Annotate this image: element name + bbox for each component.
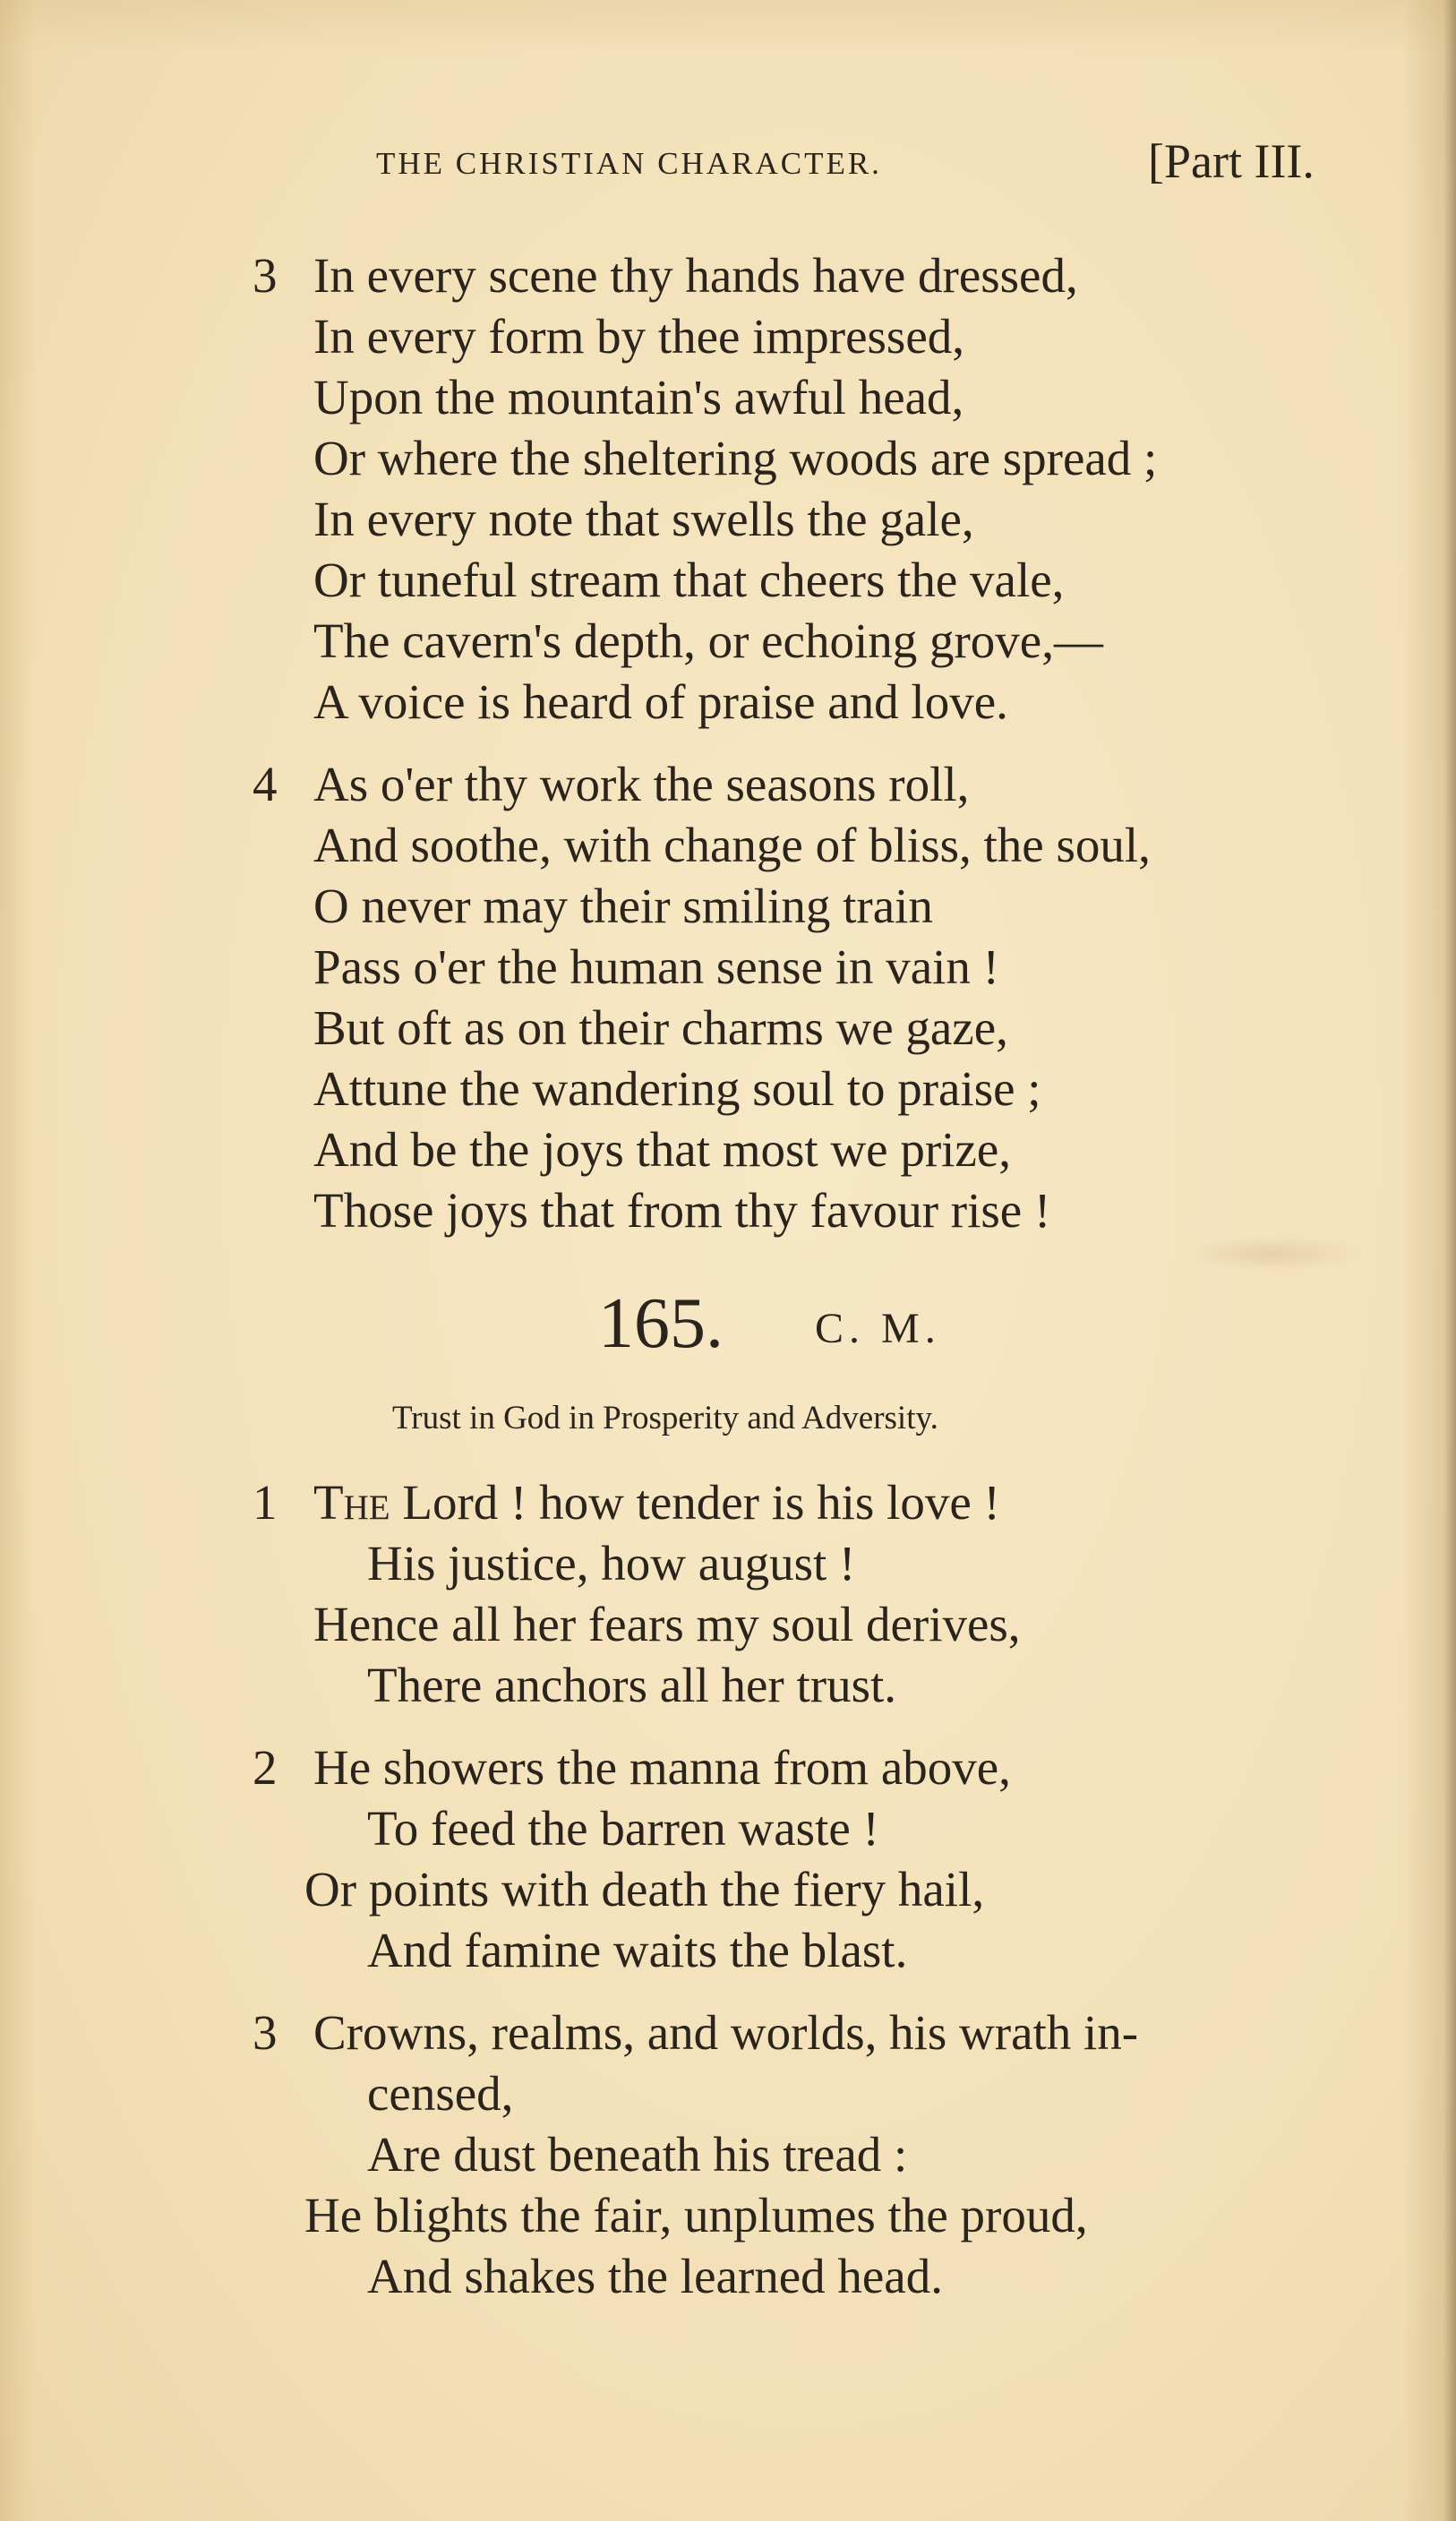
hymn-number: 165. [598, 1284, 724, 1363]
verse-line: Attune the wandering soul to praise ; [313, 1061, 1041, 1116]
verse-line: As o'er thy work the seasons roll, [313, 757, 970, 811]
verse-line: Those joys that from thy favour rise ! [313, 1183, 1051, 1238]
verse-line: And be the joys that most we prize, [313, 1122, 1011, 1177]
verse-line: Upon the mountain's awful head, [313, 370, 964, 424]
verse-line: Or where the sheltering woods are spread ; [313, 431, 1158, 485]
page-header [0, 134, 1456, 202]
hymn-meter: C. M. [815, 1305, 941, 1352]
verse-line: But oft as on their charms we gaze, [313, 1000, 1008, 1055]
verse-line: Pass o'er the human sense in vain ! [313, 939, 999, 994]
verse-line: Or points with death the fiery hail, [304, 1862, 985, 1916]
verse-line: Hence all her fears my soul derives, [313, 1597, 1021, 1651]
stanza-number: 3 [253, 248, 278, 303]
stanza-number: 4 [253, 757, 278, 811]
verse-line: The cavern's depth, or echoing grove,— [313, 613, 1103, 668]
verse-line: His justice, how august ! [367, 1536, 856, 1591]
verse-line [313, 1475, 1000, 1530]
stanza-number: 2 [253, 1740, 278, 1795]
running-title: THE CHRISTIAN CHARACTER. [376, 146, 882, 181]
verse-line: censed, [367, 2066, 514, 2121]
verse-line: In every note that swells the gale, [313, 492, 974, 546]
verse-line: In every scene thy hands have dressed, [313, 248, 1078, 303]
verse-line: Crowns, realms, and worlds, his wrath in- [313, 2005, 1139, 2060]
verse-line: In every form by thee impressed, [313, 309, 964, 364]
paper-stain [1182, 1236, 1361, 1272]
first-line-rest: Lord ! how tender is his love ! [390, 1475, 1000, 1530]
first-word: The [313, 1475, 390, 1530]
verse-line: Or tuneful stream that cheers the vale, [313, 553, 1065, 607]
hymn-subtitle: Trust in God in Prosperity and Adversity. [392, 1400, 938, 1436]
verse-line: O never may their smiling train [313, 879, 933, 933]
verse-line: A voice is heard of praise and love. [313, 674, 1008, 729]
stanza-number: 3 [253, 2005, 278, 2060]
verse-line: And famine waits the blast. [367, 1923, 908, 1977]
stanza-number: 1 [253, 1475, 278, 1530]
verse-line: Are dust beneath his tread : [367, 2127, 908, 2182]
verse-line: He blights the fair, unplumes the proud, [304, 2188, 1088, 2242]
part-label: [Part III. [1148, 134, 1315, 188]
verse-line: He showers the manna from above, [313, 1740, 1011, 1795]
verse-line: And soothe, with change of bliss, the soul, [313, 818, 1151, 872]
verse-line: And shakes the learned head. [367, 2249, 943, 2303]
verse-line: To feed the barren waste ! [367, 1801, 879, 1856]
verse-line: There anchors all her trust. [367, 1658, 897, 1712]
